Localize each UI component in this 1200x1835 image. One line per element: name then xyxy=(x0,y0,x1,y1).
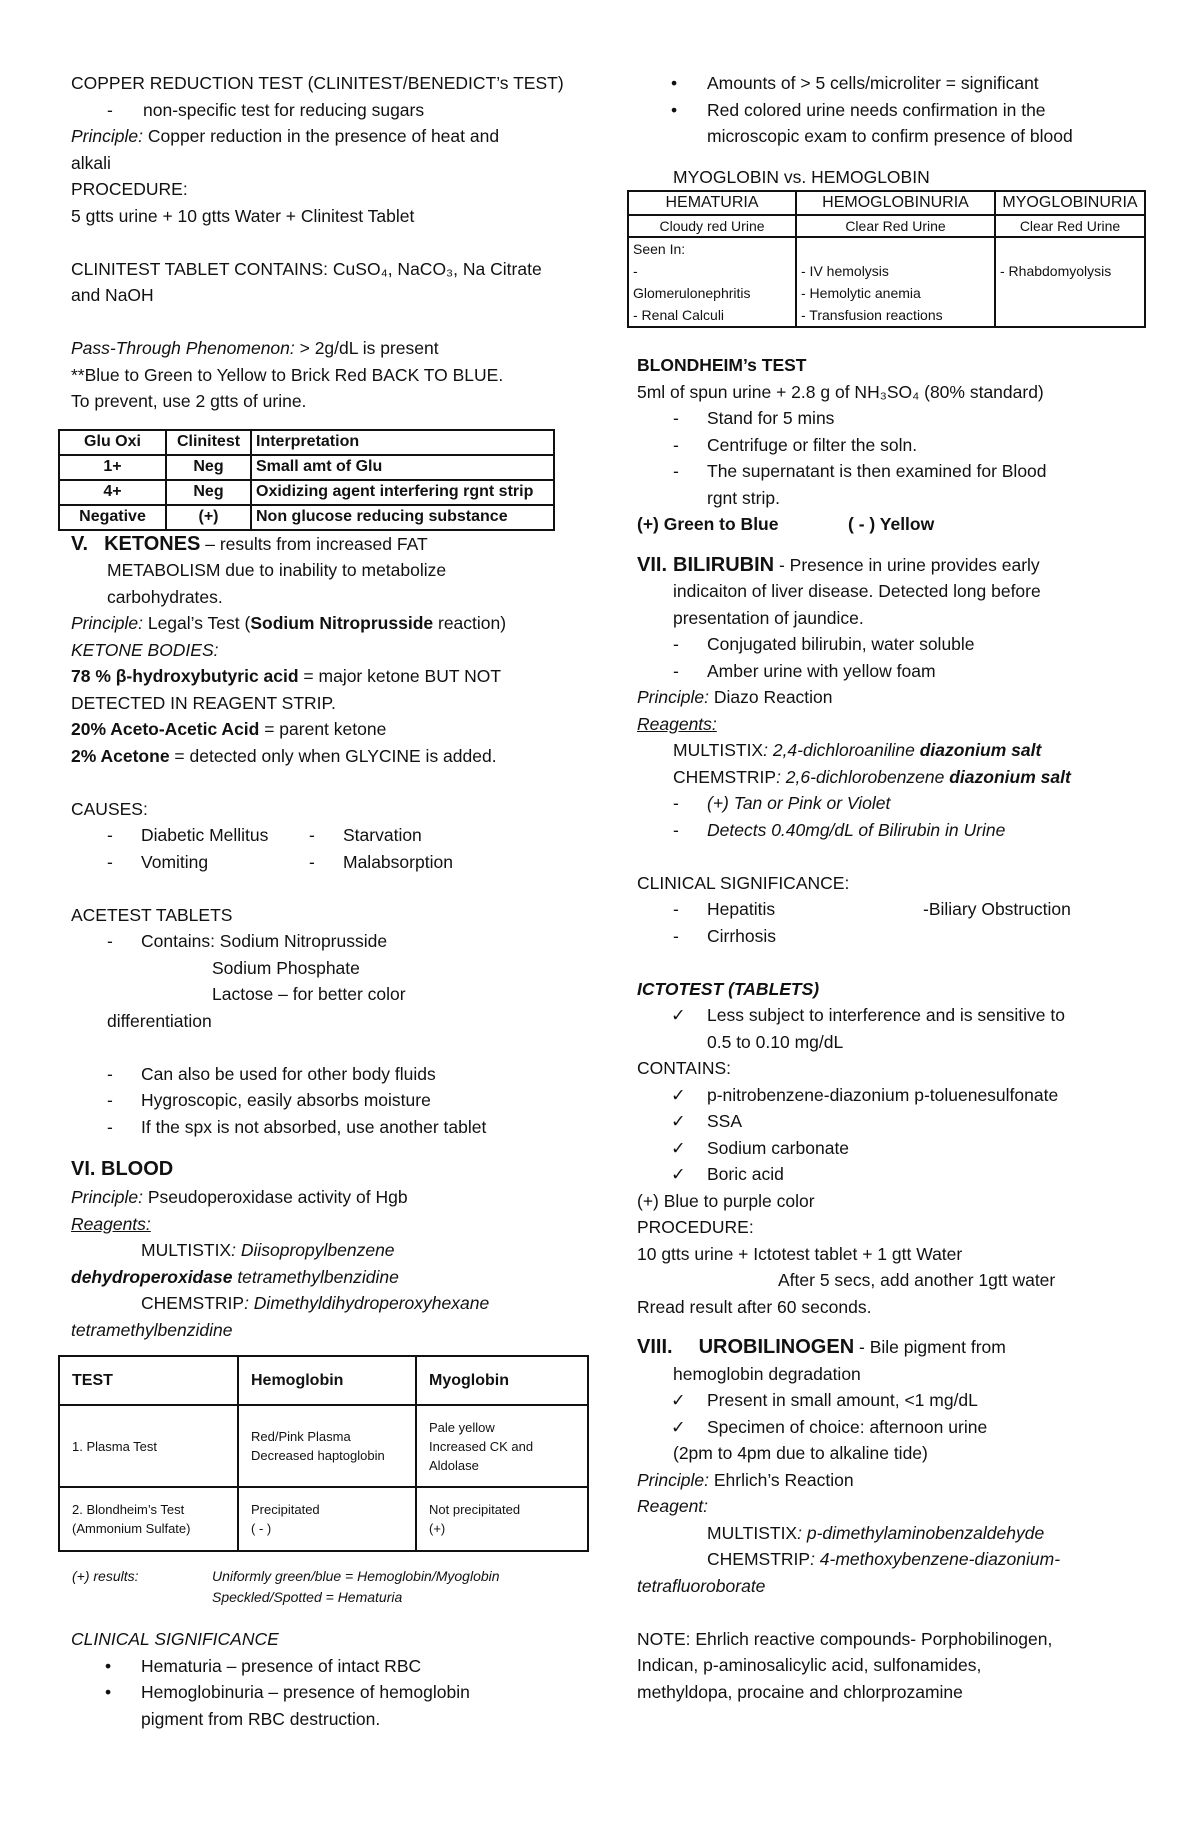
list-item: -Biliary Obstruction xyxy=(923,899,1071,919)
ketone-body-item: 20% Aceto-Acetic Acid = parent ketone xyxy=(71,719,387,739)
list-item: • Hematuria – presence of intact RBC xyxy=(105,1655,422,1676)
table-row xyxy=(59,455,554,480)
blood-principle: Principle: Pseudoperoxidase activity of Hgb xyxy=(71,1187,408,1207)
table-cell: - IV hemolysis - Hemolytic anemia - Transfusion reactions xyxy=(796,237,995,327)
table-cell: Small amt of Glu xyxy=(251,455,554,480)
list-item: ✓ Sodium carbonate xyxy=(637,1135,1137,1162)
table-header-cell: Glu Oxi xyxy=(59,430,166,455)
check-icon: ✓ xyxy=(671,1390,686,1410)
table-cell: 4+ xyxy=(59,480,166,505)
list-item-cont: 0.5 to 0.10 mg/dL xyxy=(707,1031,844,1052)
urobilinogen-heading: VIII. UROBILINOGEN - Bile pigment from xyxy=(637,1336,1006,1358)
list-item: Malabsorption xyxy=(343,851,453,872)
ketone-body-item: 78 % β-hydroxybutyric acid = major ketone BUT NOT xyxy=(71,666,502,686)
causes-row: - Vomiting - Malabsorption xyxy=(107,851,453,872)
table-cell: Neg xyxy=(166,480,251,505)
blood-multistix: MULTISTIX: Diisopropylbenzene xyxy=(141,1240,395,1260)
blood-heading: VI. BLOOD xyxy=(71,1158,174,1180)
check-icon: ✓ xyxy=(671,1111,686,1131)
blood-chemstrip-cont: tetramethylbenzidine xyxy=(71,1319,233,1340)
list-item: Hepatitis xyxy=(707,899,776,919)
tablet-contains: CLINITEST TABLET CONTAINS: CuSO₄, NaCO₃, Na Citrate xyxy=(71,258,542,279)
table-row xyxy=(59,1405,588,1487)
copper-dash-item: - non-specific test for reducing sugars xyxy=(71,97,601,124)
list-item: - Stand for 5 mins xyxy=(673,408,835,428)
check-icon: ✓ xyxy=(671,1416,686,1437)
table-header-cell: HEMOGLOBINURIA xyxy=(796,191,995,215)
ketone-bodies-label: KETONE BODIES: xyxy=(71,639,219,660)
copper-principle-cont: alkali xyxy=(71,152,111,173)
list-item: ✓ SSA xyxy=(637,1108,1137,1135)
bilirubin-desc: indicaiton of liver disease. Detected long before xyxy=(673,581,1041,601)
list-item: - The supernatant is then examined for Blood xyxy=(673,461,1047,481)
table-row xyxy=(59,480,554,505)
pass-through: Pass-Through Phenomenon: > 2g/dL is present xyxy=(71,338,439,358)
pass-prevent: To prevent, use 2 gtts of urine. xyxy=(71,391,307,411)
table-row xyxy=(628,215,1145,237)
list-item: • Red colored urine needs confirmation in the xyxy=(671,99,1046,120)
list-item: ✓ Present in small amount, <1 mg/dL xyxy=(637,1387,1137,1414)
procedure-text: 5 gtts urine + 10 gtts Water + Clinitest Tablet xyxy=(71,205,415,226)
ketones-desc: METABOLISM due to inability to metabolize xyxy=(107,560,447,580)
table-row xyxy=(628,237,1145,327)
clinsig-label: CLINICAL SIGNIFICANCE xyxy=(71,1629,279,1649)
urobilinogen-desc: hemoglobin degradation xyxy=(673,1363,861,1384)
ehrlich-note: Indican, p-aminosalicylic acid, sulfonamides, xyxy=(637,1655,982,1675)
myo-vs-hgb-title: MYOGLOBIN vs. HEMOGLOBIN xyxy=(673,166,930,187)
table-cell: Precipitated ( - ) xyxy=(238,1487,416,1551)
procedure-label: PROCEDURE: xyxy=(637,1217,754,1237)
ketone-body-item: 2% Acetone = detected only when GLYCINE is added. xyxy=(71,745,497,766)
table-cell: (+) xyxy=(166,505,251,530)
table-header-cell: Myoglobin xyxy=(416,1356,588,1405)
urobilinogen-principle: Principle: Ehrlich’s Reaction xyxy=(637,1469,854,1490)
list-item: ✓ Boric acid xyxy=(637,1161,1137,1188)
acetest-label: ACETEST TABLETS xyxy=(71,904,233,925)
reagent-label: Reagent: xyxy=(637,1496,709,1516)
table-cell: Non glucose reducing substance xyxy=(251,505,554,530)
table-cell: Pale yellow Increased CK and Aldolase xyxy=(416,1405,588,1487)
acetest-contains-cont: differentiation xyxy=(107,1010,212,1031)
bili-chemstrip: CHEMSTRIP: 2,6-dichlorobenzene diazonium salt xyxy=(673,766,1071,787)
list-item: Vomiting xyxy=(141,851,209,872)
results-note: Speckled/Spotted = Hematuria xyxy=(212,1589,403,1605)
check-icon: ✓ xyxy=(671,1005,686,1025)
bilirubin-desc: presentation of jaundice. xyxy=(673,607,864,628)
acetest-contains-item: Lactose – for better color xyxy=(212,984,406,1004)
ketones-principle: Principle: Legal’s Test (Sodium Nitroprusside reaction) xyxy=(71,613,507,633)
table-header-row xyxy=(628,191,1145,215)
list-item: - Cirrhosis xyxy=(673,925,777,946)
table-row xyxy=(59,505,554,530)
dash-marker: - xyxy=(107,99,113,120)
table-header-cell: Hemoglobin xyxy=(238,1356,416,1405)
uro-chemstrip-cont: tetrafluoroborate xyxy=(637,1575,766,1596)
table-cell: Neg xyxy=(166,455,251,480)
table-cell: 1. Plasma Test xyxy=(59,1405,238,1487)
hematuria-table xyxy=(627,190,1146,328)
clinsig-label: CLINICAL SIGNIFICANCE: xyxy=(637,872,850,893)
list-item: ✓ Specimen of choice: afternoon urine xyxy=(637,1414,1137,1441)
list-item: - Conjugated bilirubin, water soluble xyxy=(673,634,975,654)
table-header-row xyxy=(59,430,554,455)
table-cell: Not precipitated (+) xyxy=(416,1487,588,1551)
ictotest-procedure: Rread result after 60 seconds. xyxy=(637,1296,872,1317)
list-item: - Hygroscopic, easily absorbs moisture xyxy=(107,1090,431,1110)
table-cell: Red/Pink Plasma Decreased haptoglobin xyxy=(238,1405,416,1487)
ketones-heading: V. KETONES – results from increased FAT xyxy=(71,532,428,555)
list-item: ✓ Less subject to interference and is sensitive to xyxy=(637,1002,1137,1029)
uro-multistix: MULTISTIX: p-dimethylaminobenzaldehyde xyxy=(707,1522,1045,1543)
causes-row: - Diabetic Mellitus - Starvation xyxy=(107,825,422,845)
uro-chemstrip: CHEMSTRIP: 4-methoxybenzene-diazonium- xyxy=(707,1549,1061,1569)
table-header-cell: HEMATURIA xyxy=(628,191,796,215)
reagents-label: Reagents: xyxy=(71,1213,151,1234)
procedure-label: PROCEDURE: xyxy=(71,179,188,199)
list-item: - Amber urine with yellow foam xyxy=(673,660,936,681)
list-item: - Can also be used for other body fluids xyxy=(107,1063,436,1084)
list-item: Starvation xyxy=(343,825,422,845)
blondheim-results: (+) Green to Blue ( - ) Yellow xyxy=(637,514,935,534)
blood-chemstrip: CHEMSTRIP: Dimethyldihydroperoxyhexane xyxy=(141,1293,490,1313)
glucose-table xyxy=(58,429,555,531)
right-column xyxy=(633,70,1138,1705)
list-item: - Centrifuge or filter the soln. xyxy=(673,434,918,455)
causes-label: CAUSES: xyxy=(71,798,148,819)
tablet-contains-cont: and NaOH xyxy=(71,285,154,305)
table-header-row xyxy=(59,1356,588,1405)
table-cell: Cloudy red Urine xyxy=(628,215,796,237)
table-header-cell: Clinitest xyxy=(166,430,251,455)
table-row xyxy=(59,1487,588,1551)
table-cell: Seen In: - Glomerulonephritis - Renal Calculi xyxy=(628,237,796,327)
pass-colors: **Blue to Green to Yellow to Brick Red BACK TO BLUE. xyxy=(71,364,504,385)
table-cell: Clear Red Urine xyxy=(995,215,1145,237)
ictotest-procedure: 10 gtts urine + Ictotest tablet + 1 gtt Water xyxy=(637,1243,963,1264)
list-item: • Hemoglobinuria – presence of hemoglobin xyxy=(105,1682,470,1702)
ehrlich-note: NOTE: Ehrlich reactive compounds- Porphobilinogen, xyxy=(637,1628,1053,1649)
table-header-cell: TEST xyxy=(59,1356,238,1405)
clinsig-row: - Hepatitis -Biliary Obstruction xyxy=(637,896,1137,923)
hgb-myo-table xyxy=(58,1355,589,1552)
blood-multistix-cont: dehydroperoxidase tetramethylbenzidine xyxy=(71,1266,399,1287)
ictotest-positive: (+) Blue to purple color xyxy=(637,1190,815,1211)
bilirubin-principle: Principle: Diazo Reaction xyxy=(637,687,833,707)
list-item: - If the spx is not absorbed, use another tablet xyxy=(107,1116,487,1137)
table-cell: Negative xyxy=(59,505,166,530)
copper-principle: Principle: Copper reduction in the presence of heat and xyxy=(71,126,500,146)
table-cell: 1+ xyxy=(59,455,166,480)
ehrlich-note: methyldopa, procaine and chlorprozamine xyxy=(637,1681,963,1702)
list-item: • Amounts of > 5 cells/microliter = significant xyxy=(671,73,1039,93)
table-cell: - Rhabdomyolysis xyxy=(995,237,1145,327)
ketone-body-cont: DETECTED IN REAGENT STRIP. xyxy=(71,692,336,713)
list-item: - Detects 0.40mg/dL of Bilirubin in Urine xyxy=(673,819,1006,840)
table-cell: Clear Red Urine xyxy=(796,215,995,237)
list-item-cont: rgnt strip. xyxy=(707,487,780,508)
check-icon: ✓ xyxy=(671,1137,686,1158)
check-icon: ✓ xyxy=(671,1084,686,1105)
table-cell: 2. Blondheim’s Test (Ammonium Sulfate) xyxy=(59,1487,238,1551)
ketones-desc: carbohydrates. xyxy=(107,586,223,607)
table-header-cell: Interpretation xyxy=(251,430,554,455)
table-cell: Oxidizing agent interfering rgnt strip xyxy=(251,480,554,505)
list-item-cont: pigment from RBC destruction. xyxy=(141,1708,381,1729)
check-icon: ✓ xyxy=(671,1164,686,1184)
reagents-label: Reagents: xyxy=(637,713,717,734)
table-header-cell: MYOGLOBINURIA xyxy=(995,191,1145,215)
ictotest-title: ICTOTEST (TABLETS) xyxy=(637,978,820,999)
acetest-contains-item: Sodium Phosphate xyxy=(212,957,360,978)
copper-title: COPPER REDUCTION TEST (CLINITEST/BENEDICT’s TEST) xyxy=(71,73,564,93)
results-note: (+) results: Uniformly green/blue = Hemoglobin/Myoglobin xyxy=(72,1568,500,1584)
list-item-cont: (2pm to 4pm due to alkaline tide) xyxy=(673,1443,928,1463)
acetest-contains: - Contains: Sodium Nitroprusside xyxy=(107,931,388,951)
list-item-cont: microscopic exam to confirm presence of blood xyxy=(707,126,1073,146)
list-item: Diabetic Mellitus xyxy=(141,825,269,845)
ictotest-procedure: After 5 secs, add another 1gtt water xyxy=(778,1270,1056,1290)
blondheim-title: BLONDHEIM’s TEST xyxy=(637,355,807,375)
contains-label: CONTAINS: xyxy=(637,1058,731,1078)
blondheim-procedure: 5ml of spun urine + 2.8 g of NH₃SO₄ (80% standard) xyxy=(637,381,1044,402)
bili-multistix: MULTISTIX: 2,4-dichloroaniline diazonium salt xyxy=(673,740,1042,760)
list-item: ✓ p-nitrobenzene-diazonium p-toluenesulfonate xyxy=(637,1082,1137,1109)
list-item: - (+) Tan or Pink or Violet xyxy=(673,793,891,813)
bilirubin-heading: VII. BILIRUBIN - Presence in urine provides early xyxy=(637,553,1040,576)
left-column xyxy=(71,70,601,1732)
